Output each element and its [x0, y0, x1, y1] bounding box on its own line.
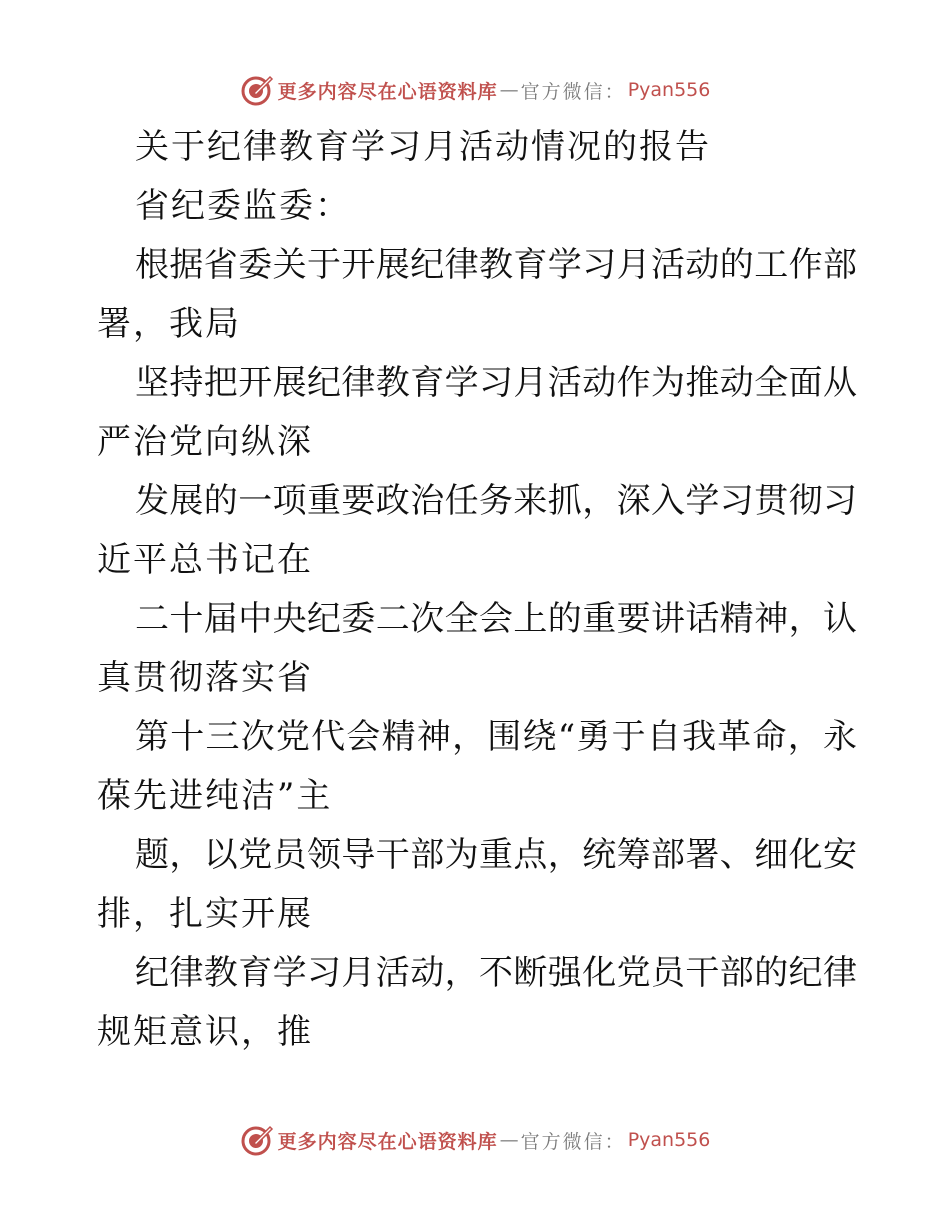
paragraph-line: 近平总书记在: [97, 540, 313, 580]
watermark-official-label: 官方微信：: [520, 80, 626, 103]
document-title: 关于纪律教育学习月活动情况的报告: [135, 127, 711, 167]
paragraph-line: 严治党向纵深: [97, 422, 313, 462]
paragraph-line: 根据省委关于开展纪律教育学习月活动的工作部: [135, 245, 857, 285]
watermark-wechat-id: Pyan556: [627, 79, 711, 101]
watermark-site-text: 更多内容尽在心语资料库: [277, 1130, 498, 1153]
paragraph-line: 题，以党员领导干部为重点，统筹部署、细化安: [135, 835, 857, 875]
pen-logo-icon: [240, 73, 274, 107]
paragraph-line: 纪律教育学习月活动，不断强化党员干部的纪律: [135, 953, 857, 993]
paragraph-line: 规矩意识，推: [97, 1012, 313, 1052]
watermark-wechat-id: Pyan556: [627, 1129, 711, 1151]
document-body: [97, 118, 857, 1062]
watermark-dash: —: [499, 1129, 519, 1151]
watermark-dash: —: [499, 79, 519, 101]
pen-logo-icon: [240, 1123, 274, 1157]
header-watermark: [0, 70, 950, 110]
paragraph-line: 真贯彻落实省: [97, 658, 313, 698]
watermark-official-label: 官方微信：: [520, 1130, 626, 1153]
paragraph-line: 坚持把开展纪律教育学习月活动作为推动全面从: [135, 363, 857, 403]
watermark-site-text: 更多内容尽在心语资料库: [277, 80, 498, 103]
paragraph-line: 发展的一项重要政治任务来抓，深入学习贯彻习: [135, 481, 857, 521]
footer-watermark: [0, 1120, 950, 1160]
paragraph-line: 葆先进纯洁”主: [97, 776, 333, 816]
paragraph-line: 排，扎实开展: [97, 894, 313, 934]
document-recipient: 省纪委监委：: [135, 186, 351, 226]
paragraph-line: 署，我局: [97, 304, 241, 344]
paragraph-line: 第十三次党代会精神，围绕“勇于自我革命，永: [135, 717, 857, 757]
paragraph-line: 二十届中央纪委二次全会上的重要讲话精神，认: [135, 599, 857, 639]
